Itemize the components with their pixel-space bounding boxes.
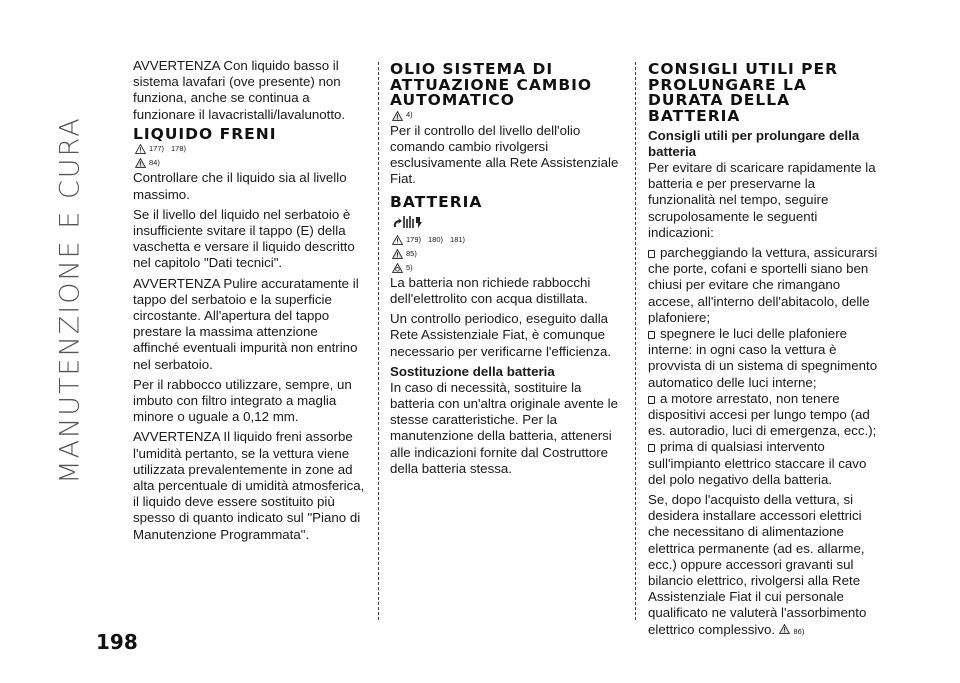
warning-triangle-icon [392, 235, 403, 245]
caution-triangle-icon [392, 249, 403, 259]
caution-refs: 85) [392, 247, 622, 261]
warning-refs: 179) 180) 181) [392, 233, 622, 247]
subheading-sostituzione: Sostituzione della batteria [390, 363, 555, 379]
caution-triangle-icon [135, 158, 146, 168]
column-2 [390, 58, 622, 481]
caution-refs: 4) [392, 109, 622, 123]
paragraph: La batteria non richiede rabbocchi dell'elettrolito con acqua distillata. [390, 274, 591, 307]
bullet-square-icon [648, 396, 655, 404]
column-3 [648, 58, 883, 644]
environment-refs: 5) [392, 261, 622, 275]
paragraph: Se, dopo l'acquisto della vettura, si desidera installare accessori elettrici che necessitano di alimentazione elettrica permanente (ad es. allarme, ecc.) oppure accessori gravanti sul bilancio elettrico, rivolgersi alla Rete Assistenziale Fiat il cui personale qualificato ne valuterà l'assorbimento elettrico complessivo. 86) [648, 492, 867, 637]
paragraph: Controllare che il liquido sia al livello massimo. [133, 170, 347, 202]
list-item: parcheggiando la vettura, assicurarsi che porte, cofani e sportelli siano ben chiusi per evitare che rimangano accese, all'interno dell'abitacolo, delle plafoniere; [648, 245, 878, 325]
list-item: spegnere le luci delle plafoniere interne: in ogni caso la vettura è provvista di un sistema di spegnimento automatico delle luci interne; [648, 326, 878, 390]
caution-triangle-icon [779, 624, 790, 634]
bullet-square-icon [648, 331, 655, 339]
paragraph: Per evitare di scaricare rapidamente la batteria e per preservarne la funzionalità nel tempo, seguire scrupolosamente le seguenti indicazioni: [648, 160, 876, 240]
warning-triangle-icon [135, 144, 146, 154]
bullet-square-icon [648, 444, 655, 452]
column-divider [378, 62, 379, 620]
environment-triangle-icon [392, 263, 403, 273]
heading-batteria: BATTERIA [390, 193, 483, 212]
battery-recycle-icon [390, 213, 622, 231]
page-number: 198 [96, 630, 138, 654]
warning-refs: 177) 178) [135, 142, 365, 156]
paragraph: AVVERTENZA Pulire accuratamente il tappo del serbatoio e la superficie circostante. All'apertura del tappo prestare la massima attenzione affinché eventuali impurità non entrino nel serbatoio. [133, 275, 359, 372]
heading-olio-cambio: OLIO SISTEMA DI ATTUAZIONE CAMBIO AUTOMATICO [390, 60, 593, 109]
paragraph: In caso di necessità, sostituire la batteria con un'altra originale avente le stesse caratteristiche. Per la manutenzione della batteria, attenersi alle indicazioni fornite dal Costruttore della batteria stessa. [390, 379, 618, 476]
list-item: a motore arrestato, non tenere dispositivi accesi per lungo tempo (ad es. autoradio, luci di emergenza, ecc.); [648, 390, 877, 439]
caution-triangle-icon [392, 111, 403, 121]
heading-consigli: CONSIGLI UTILI PER PROLUNGARE LA DURATA DELLA BATTERIA [648, 60, 839, 125]
paragraph: Un controllo periodico, eseguito dalla Rete Assistenziale Fiat, è comunque necessario per verificarne l'efficienza. [390, 311, 612, 359]
paragraph: Per il controllo del livello dell'olio comando cambio rivolgersi esclusivamente alla Rete Assistenziale Fiat. [390, 122, 619, 187]
heading-liquido-freni: LIQUIDO FRENI [133, 124, 277, 143]
list-item: prima di qualsiasi intervento sull'impianto elettrico staccare il cavo del polo negativo della batteria. [648, 439, 867, 487]
column-divider [635, 62, 636, 620]
caution-refs: 84) [135, 156, 365, 170]
paragraph: AVVERTENZA Il liquido freni assorbe l'umidità pertanto, se la vettura viene utilizzata prevalentemente in zone ad alta percentuale di umidità atmosferica, il liquido deve essere sostituito più spesso di quanto indicato sul "Piano di Manutenzione Programmata". [133, 429, 365, 542]
subheading-consigli: Consigli utili per prolungare della batteria [648, 128, 860, 159]
paragraph: AVVERTENZA Con liquido basso il sistema lavafari (ove presente) non funziona, anche se continua a funzionare il lavacristalli/lavalunotto. [133, 58, 346, 122]
bullet-square-icon [648, 250, 655, 258]
paragraph: Per il rabbocco utilizzare, sempre, un imbuto con filtro integrato a maglia minore o uguale a 0,12 mm. [133, 376, 352, 425]
paragraph: Se il livello del liquido nel serbatoio è insufficiente svitare il tappo (E) della vaschetta e versare il liquido descritto nel capitolo "Dati tecnici". [133, 206, 355, 271]
column-1 [133, 58, 365, 547]
